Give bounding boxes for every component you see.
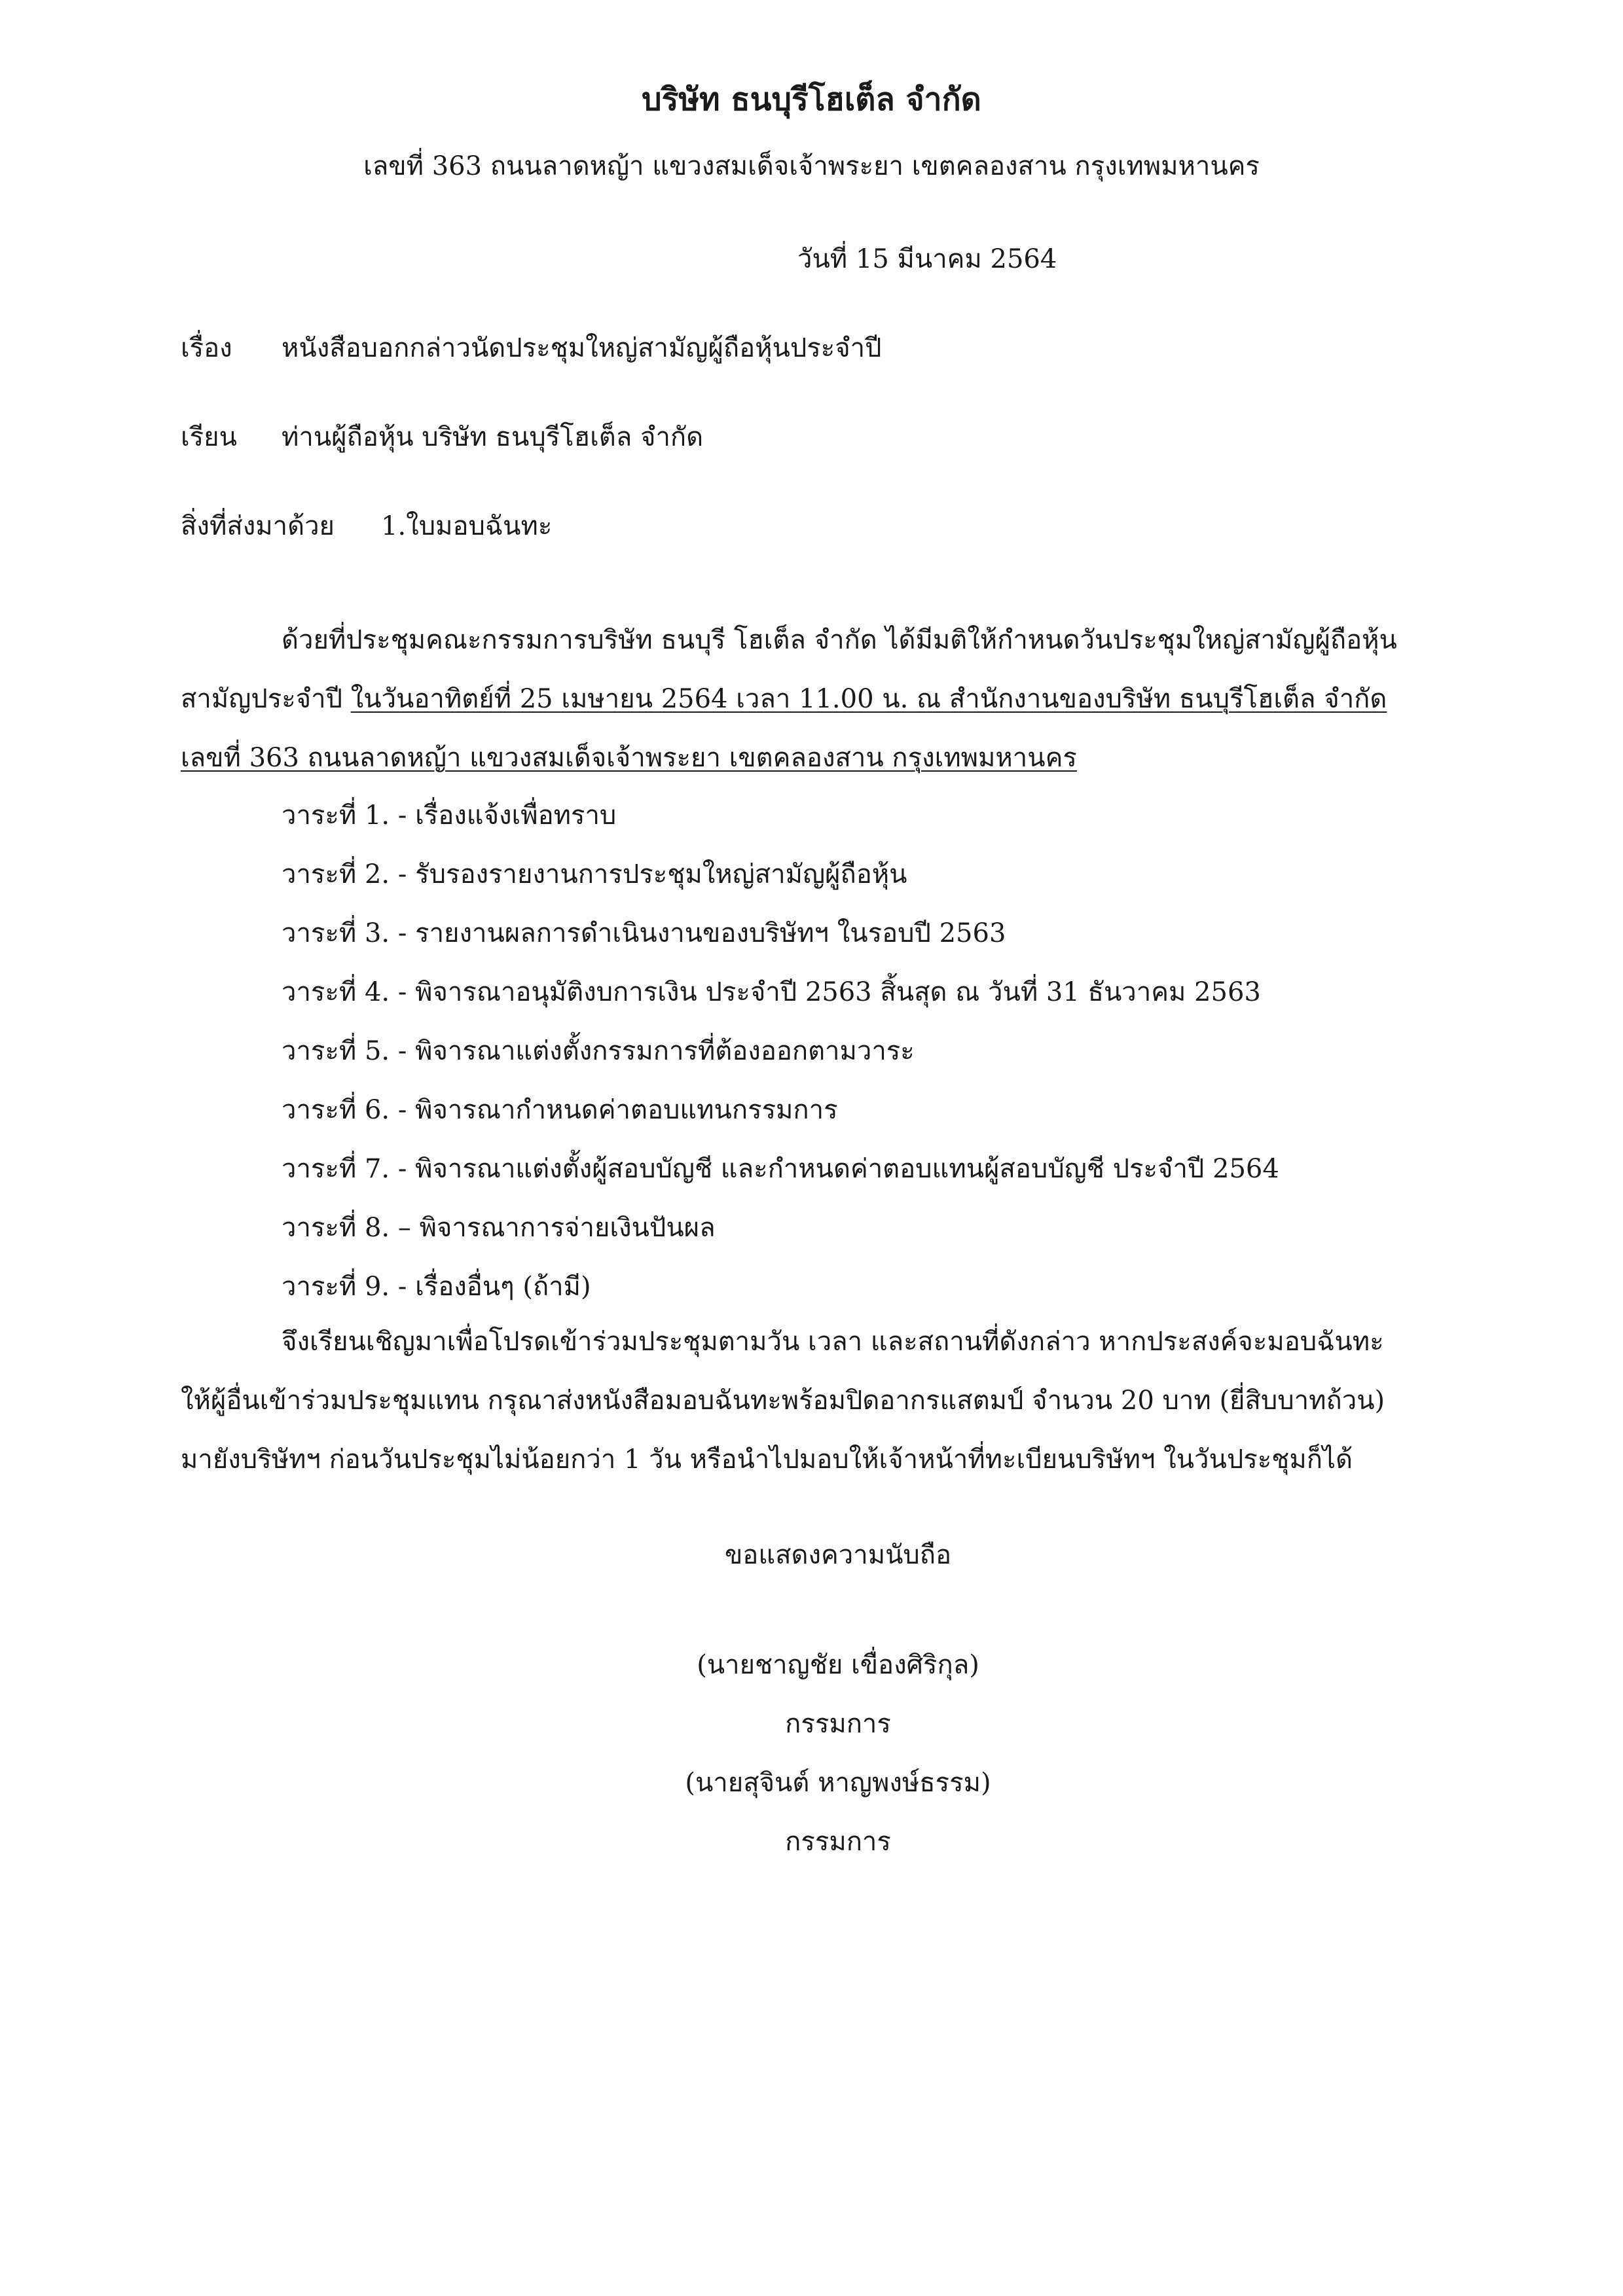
agenda-item-8: วาระที่ 8. – พิจารณาการจ่ายเงินปันผล [282, 1213, 716, 1243]
agenda-item-1: วาระที่ 1. - เรื่องแจ้งเพื่อทราบ [282, 800, 617, 831]
signatory-1-title: กรรมการ [785, 1709, 891, 1739]
agenda-item-3: วาระที่ 3. - รายงานผลการดำเนินงานของบริษัทฯ ในรอบปี 2563 [282, 918, 1006, 948]
company-address: เลขที่ 363 ถนนลาดหญ้า แขวงสมเด็จเจ้าพระยา เขตคลองสาน กรุงเทพมหานคร [363, 151, 1260, 181]
meeting-address: เลขที่ 363 ถนนลาดหญ้า แขวงสมเด็จเจ้าพระยา เขตคลองสาน กรุงเทพมหานคร [181, 743, 1077, 773]
letter-date: วันที่ 15 มีนาคม 2564 [797, 244, 1057, 274]
sign-off: ขอแสดงความนับถือ [724, 1540, 952, 1570]
company-name: บริษัท ธนบุรีโฮเต็ล จำกัด [642, 81, 981, 118]
enclosure-text: 1.ใบมอบฉันทะ [381, 511, 553, 541]
enclosure-label: สิ่งที่ส่งมาด้วย [181, 511, 335, 541]
agenda-item-7: วาระที่ 7. - พิจารณาแต่งตั้งผู้สอบบัญชี และกำหนดค่าตอบแทนผู้สอบบัญชี ประจำปี 2564 [282, 1154, 1279, 1184]
closing-paragraph-line-1: จึงเรียนเชิญมาเพื่อโปรดเข้าร่วมประชุมตามวัน เวลา และสถานที่ดังกล่าว หากประสงค์จะมอบฉันทะ [282, 1327, 1384, 1357]
agenda-item-4: วาระที่ 4. - พิจารณาอนุมัติงบการเงิน ประจำปี 2563 สิ้นสุด ณ วันที่ 31 ธันวาคม 2563 [282, 977, 1261, 1007]
recipient-label: เรียน [181, 422, 237, 452]
body-paragraph-line-2-plain: สามัญประจำปี [181, 684, 351, 714]
closing-paragraph-line-2: ให้ผู้อื่นเข้าร่วมประชุมแทน กรุณาส่งหนังสือมอบฉันทะพร้อมปิดอากรแสตมป์ จำนวน 20 บาท (ยี่สิบบาทถ้วน) [181, 1386, 1385, 1416]
signatory-1-name: (นายชาญชัย เขื่องศิริกุล) [697, 1650, 979, 1680]
signatory-2-name: (นายสุจินต์ หาญพงษ์ธรรม) [685, 1768, 991, 1798]
recipient-text: ท่านผู้ถือหุ้น บริษัท ธนบุรีโฮเต็ล จำกัด [282, 422, 704, 452]
subject-label: เรื่อง [181, 333, 232, 363]
agenda-item-9: วาระที่ 9. - เรื่องอื่นๆ (ถ้ามี) [282, 1272, 591, 1302]
signatory-2-title: กรรมการ [785, 1827, 891, 1857]
agenda-item-6: วาระที่ 6. - พิจารณากำหนดค่าตอบแทนกรรมการ [282, 1095, 838, 1125]
agenda-item-5: วาระที่ 5. - พิจารณาแต่งตั้งกรรมการที่ต้องออกตามวาระ [282, 1036, 915, 1066]
meeting-datetime-venue: ในวันอาทิตย์ที่ 25 เมษายน 2564 เวลา 11.00 น. ณ สำนักงานของบริษัท ธนบุรีโฮเต็ล จำกัด [350, 684, 1387, 714]
agenda-item-2: วาระที่ 2. - รับรองรายงานการประชุมใหญ่สามัญผู้ถือหุ้น [282, 859, 907, 889]
body-paragraph-line-2 [181, 686, 1387, 712]
closing-paragraph-line-3: มายังบริษัทฯ ก่อนวันประชุมไม่น้อยกว่า 1 วัน หรือนำไปมอบให้เจ้าหน้าที่ทะเบียนบริษัทฯ ในวันประชุมก็ได้ [181, 1444, 1353, 1475]
body-paragraph-line-1: ด้วยที่ประชุมคณะกรรมการบริษัท ธนบุรี โฮเต็ล จำกัด ได้มีมติให้กำหนดวันประชุมใหญ่สามัญผู้ถือหุ้น [282, 625, 1397, 655]
subject-text: หนังสือบอกกล่าวนัดประชุมใหญ่สามัญผู้ถือหุ้นประจำปี [282, 333, 882, 363]
